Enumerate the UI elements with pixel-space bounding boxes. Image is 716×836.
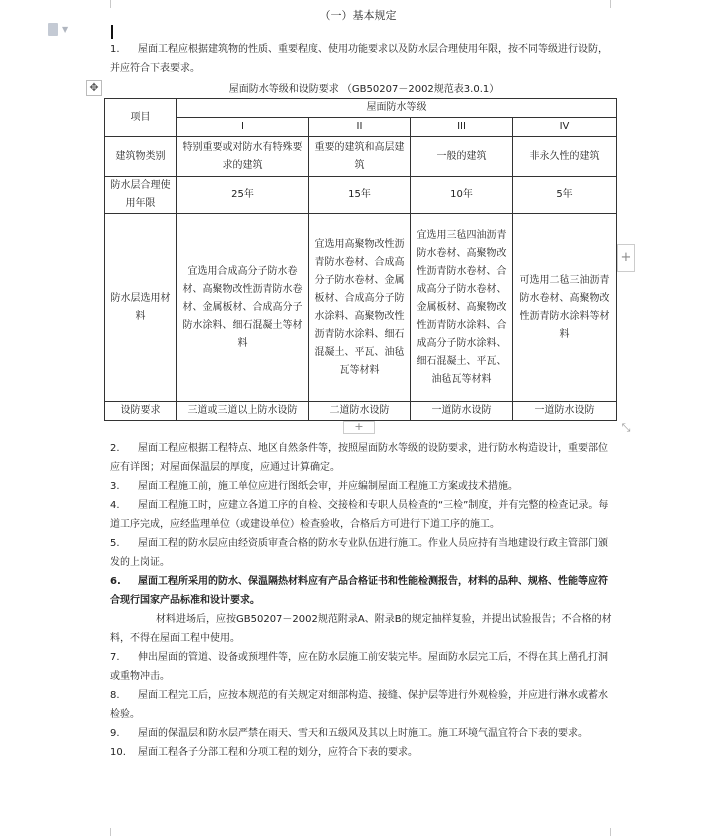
list-item [110,572,615,610]
add-row-button[interactable]: + [343,421,375,434]
table-cell: 防水层选用材料 [105,214,177,402]
section-heading: （一）基本规定 [319,9,397,22]
table-cell: 设防要求 [105,402,177,421]
table-row [105,402,617,421]
list-number: 7. [110,652,120,663]
waterproof-spec-table [104,98,617,421]
list-item [110,610,615,648]
list-item [110,439,615,477]
list-text: 屋面工程完工后，应按本规范的有关规定对细部构造、接缝、保护层等进行外观检验，并应进行淋水或蓄水检验。 [110,690,608,720]
table-cell: 三道或三道以上防水设防 [177,402,309,421]
table-cell: 25年 [177,177,309,214]
list-number: 3. [110,481,120,492]
list-text: 屋面工程所采用的防水、保温隔热材料应有产品合格证书和性能检测报告，材料的品种、规格、性能等应符合现行国家产品标准和设计要求。 [110,576,608,606]
table-cell: 宜选用高聚物改性沥青防水卷材、合成高分子防水卷材、金属板材、合成高分子防水涂料、高聚物改性沥青防水涂料、细石混凝土、平瓦、油毡瓦等材料 [309,214,411,402]
list-text: 屋面工程应根据工程特点、地区自然条件等，按照屋面防水等级的设防要求，进行防水构造设计，重要部位应有详图；对屋面保温层的厚度，应通过计算确定。 [110,443,608,473]
list-item [110,724,615,743]
chevron-down-icon: ▼ [62,25,69,34]
table-header-cell: II [309,118,411,137]
table-header-cell: 屋面防水等级 [177,99,617,118]
table-cell: 一般的建筑 [411,137,513,177]
list-item [110,534,615,572]
list-item [110,477,615,496]
table-cell: 一道防水设防 [411,402,513,421]
table-header-cell: IV [513,118,617,137]
crop-mark [88,828,111,836]
table-resize-icon[interactable]: ⤡ [621,421,631,434]
table-cell: 二道防水设防 [309,402,411,421]
list-number: 8. [110,690,120,701]
table-cell: 5年 [513,177,617,214]
list-number: 4. [110,500,120,511]
table-cell: 非永久性的建筑 [513,137,617,177]
add-column-button[interactable]: + [617,244,635,272]
table-cell: 15年 [309,177,411,214]
list-text: 屋面工程的防水层应由经资质审查合格的防水专业队伍进行施工。作业人员应持有当地建设行政主管部门颁发的上岗证。 [110,538,608,568]
list-number: 6. [110,576,121,587]
table-row [105,214,617,402]
table-cell: 一道防水设防 [513,402,617,421]
table-cell: 建筑物类别 [105,137,177,177]
list-item [110,40,615,78]
list-text: 屋面工程施工前，施工单位应进行图纸会审，并应编制屋面工程施工方案或技术措施。 [138,481,518,492]
table-row [105,177,617,214]
table-header-cell: I [177,118,309,137]
list-text: 伸出屋面的管道、设备或预埋件等，应在防水层施工前安装完毕。屋面防水层完工后，不得在其上凿孔打洞或重物冲击。 [110,652,608,682]
list-text: 屋面工程各子分部工程和分项工程的划分，应符合下表的要求。 [138,747,418,758]
list-item [110,743,615,762]
table-cell: 可选用二毡三油沥青防水卷材、高聚物改性沥青防水涂料等材料 [513,214,617,402]
list-item [110,648,615,686]
list-number: 9. [110,728,120,739]
list-item [110,496,615,534]
table-cell: 10年 [411,177,513,214]
table-header-cell: 项目 [105,99,177,137]
list-number: 5. [110,538,120,549]
crop-mark [610,828,633,836]
document-outline-icon[interactable] [48,22,78,38]
table-cell: 宜选用三毡四油沥青防水卷材、高聚物改性沥青防水卷材、合成高分子防水卷材、金属板材、高聚物改性沥青防水涂料、合成高分子防水涂料、细石混凝土、平瓦、油毡瓦等材料 [411,214,513,402]
list-number: 10. [110,747,126,758]
list-text: 屋面的保温层和防水层严禁在雨天、雪天和五级风及其以上时施工。施工环境气温宜符合下表的要求。 [138,728,588,739]
table-row [105,137,617,177]
table-caption: 屋面防水等级和设防要求 （GB50207－2002规范表3.0.1） [228,84,500,95]
list-text: 屋面工程施工时，应建立各道工序的自检、交接检和专职人员检查的“三检”制度，并有完整的检查记录。每道工序完成，应经监理单位（或建设单位）检查验收，合格后方可进行下道工序的施工。 [110,500,609,530]
list-text: 材料进场后，应按GB50207－2002规范附录A、附录B的规定抽样复验，并提出试验报告；不合格的材料，不得在屋面工程中使用。 [110,614,612,644]
table-cell: 重要的建筑和高层建筑 [309,137,411,177]
text-cursor [111,25,113,39]
list-item [110,686,615,724]
table-move-icon[interactable]: ✥ [86,80,102,96]
list-text: 屋面工程应根据建筑物的性质、重要程度、使用功能要求以及防水层合理使用年限，按不同等级进行设防，并应符合下表要求。 [110,44,608,74]
table-header-cell: III [411,118,513,137]
table-cell: 防水层合理使用年限 [105,177,177,214]
table-cell: 宜选用合成高分子防水卷材、高聚物改性沥青防水卷材、金属板材、合成高分子防水涂料、细石混凝土等材料 [177,214,309,402]
list-number: 2. [110,443,120,454]
table-cell: 特别重要或对防水有特殊要求的建筑 [177,137,309,177]
list-number: 1. [110,44,120,55]
